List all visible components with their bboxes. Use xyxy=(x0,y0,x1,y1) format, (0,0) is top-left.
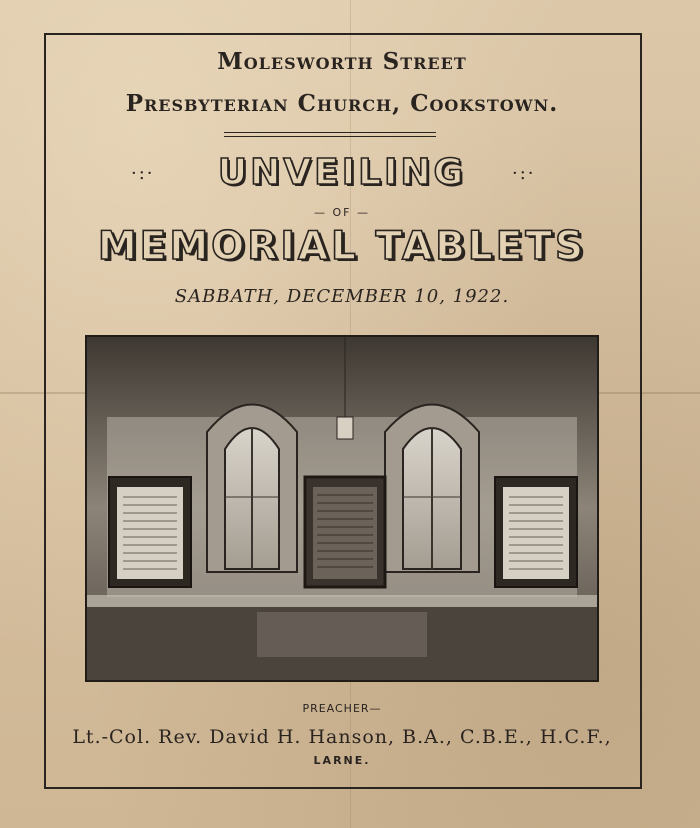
preacher-name: Lt.-Col. Rev. David H. Hanson, B.A., C.B.E., H.C.F., xyxy=(72,726,612,748)
heading-memorial-tablets: MEMORIAL TABLETS xyxy=(97,224,587,269)
church-name-line1: Molesworth Street xyxy=(217,48,467,75)
event-date: SABBATH, DECEMBER 10, 1922. xyxy=(174,286,510,307)
photograph-illustration xyxy=(87,337,597,680)
heading-unveiling: UNVEILING xyxy=(217,152,467,193)
title-divider xyxy=(224,132,436,137)
ornament-right-icon: ·:· xyxy=(512,163,536,184)
ornament-left-icon: ·:· xyxy=(131,163,155,184)
church-name-line2: Presbyterian Church, Cookstown. xyxy=(125,90,559,117)
preacher-label: PREACHER— xyxy=(302,702,382,715)
connector-of: — OF — xyxy=(314,206,370,219)
preacher-town: LARNE. xyxy=(313,754,371,767)
church-memorial-tablets-photo xyxy=(85,335,599,682)
